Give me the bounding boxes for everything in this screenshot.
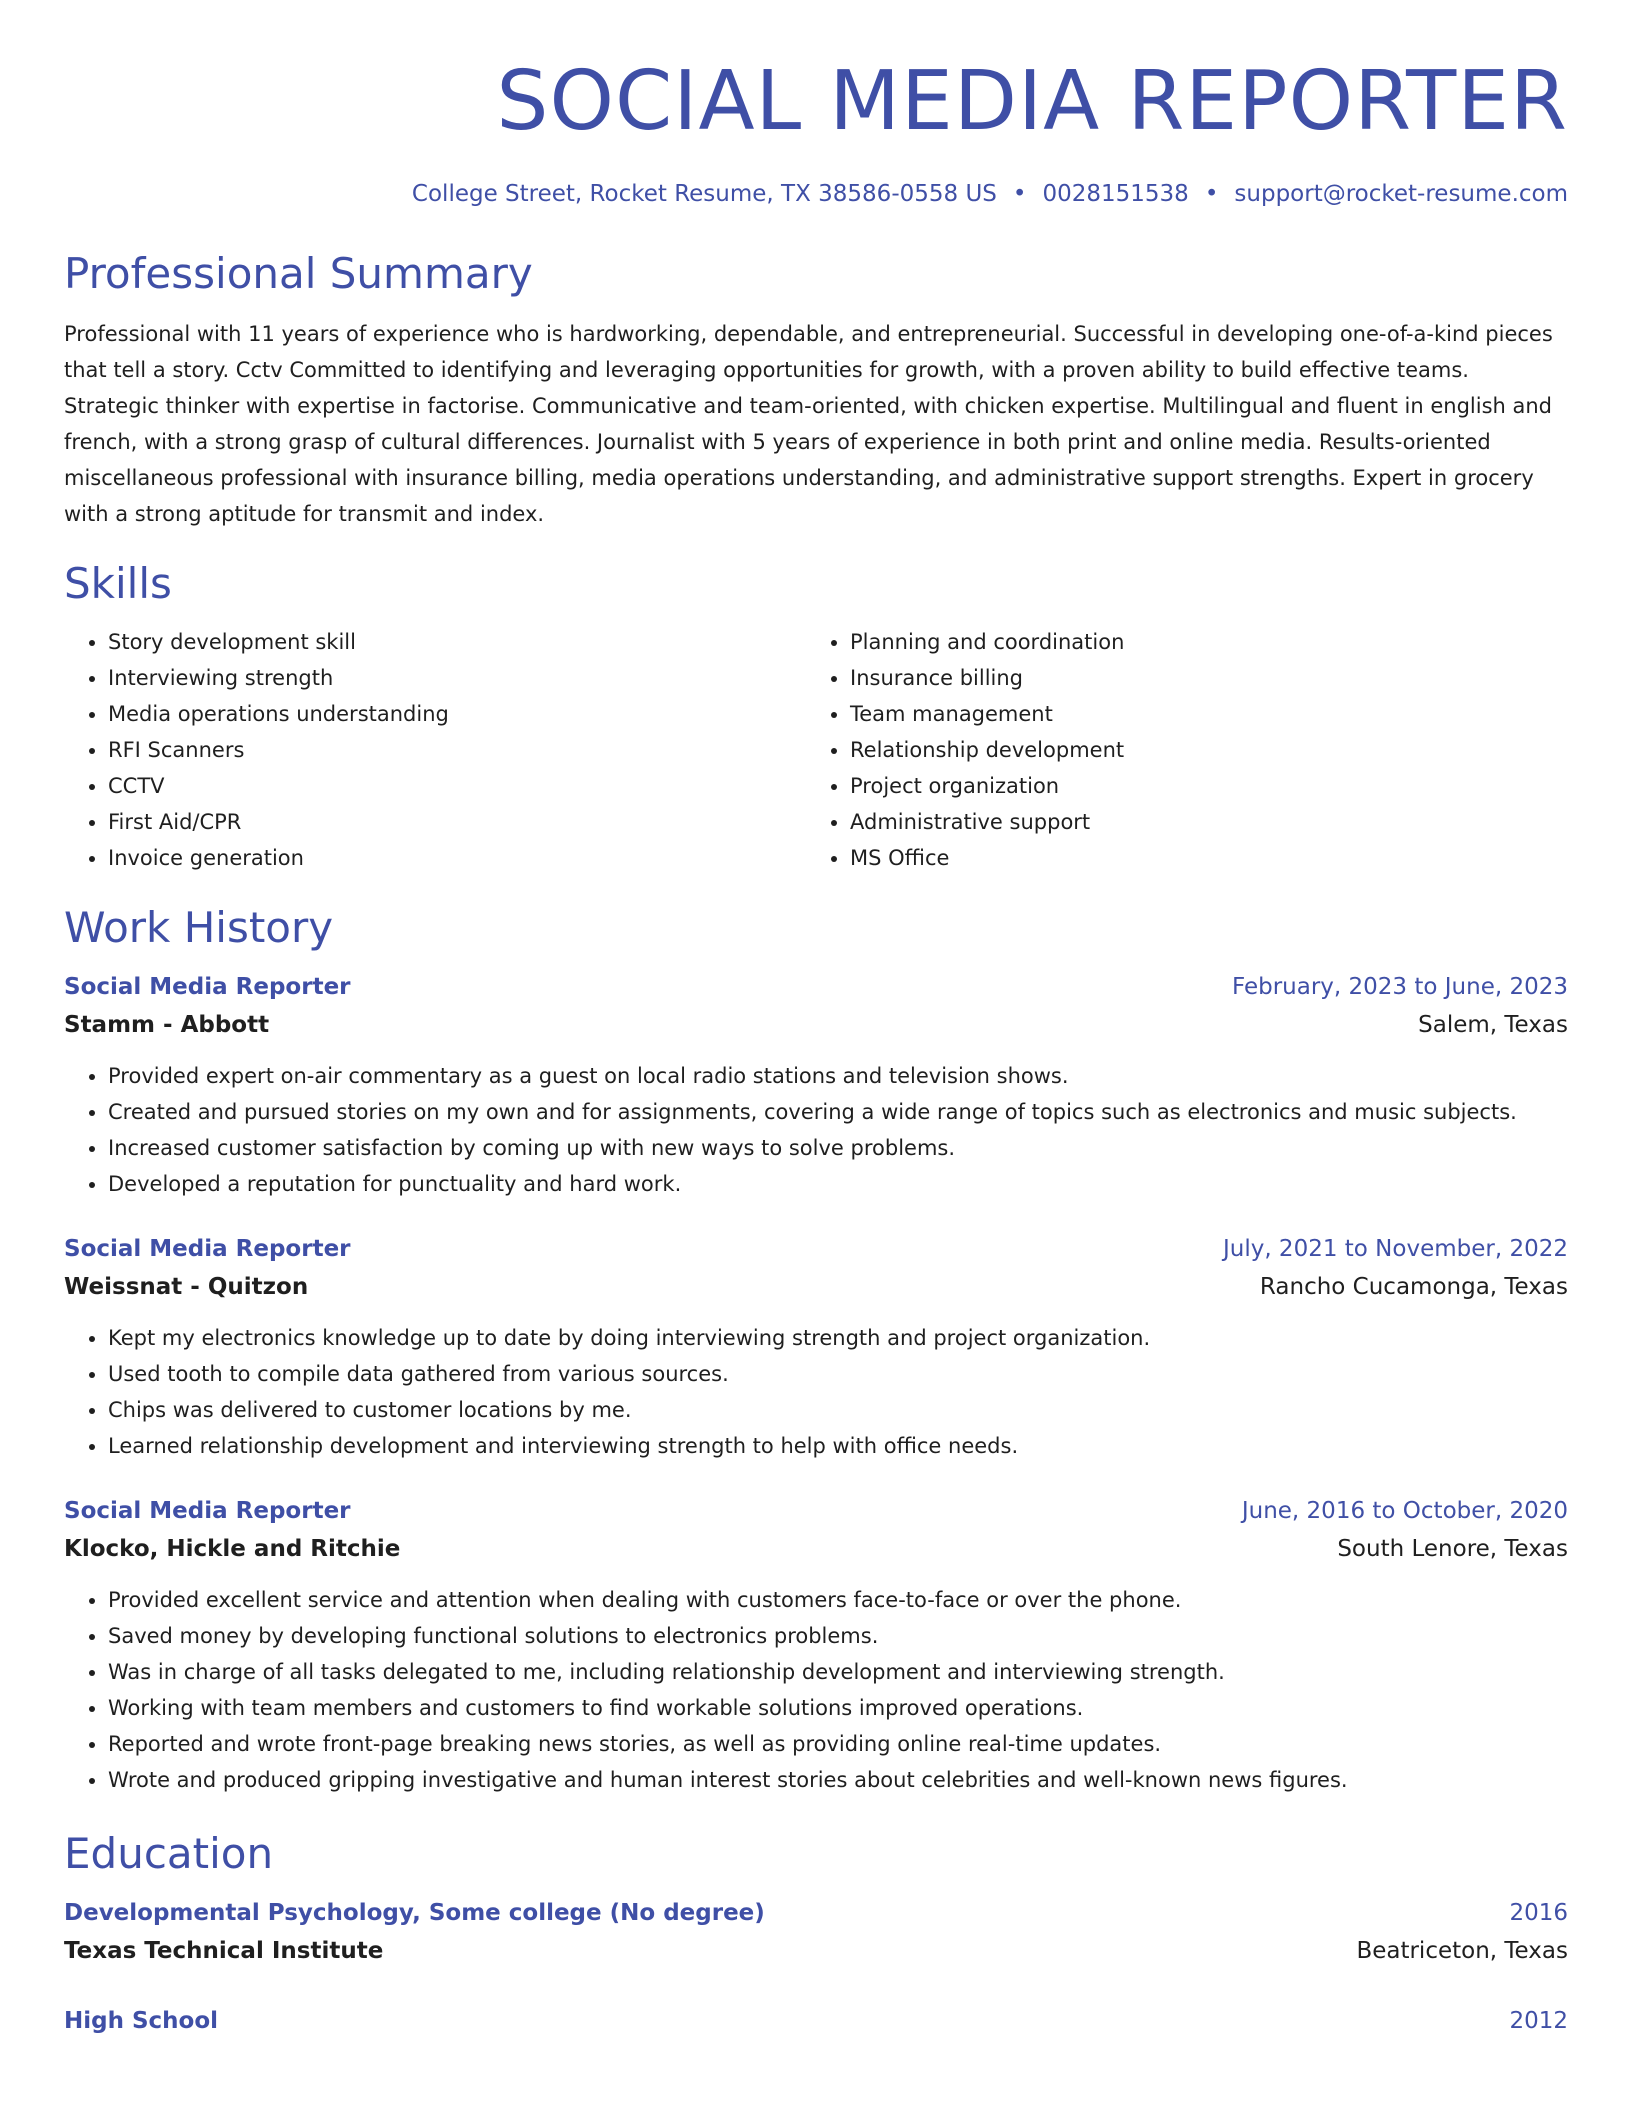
skill-item: • Insurance billing [850, 660, 1548, 696]
job-bullet: • Kept my electronics knowledge up to date by doing interviewing strength and project organization. [108, 1320, 1568, 1356]
skills-list [64, 624, 1568, 876]
skill-item: • Invoice generation [108, 840, 806, 876]
job-bullet: • Learned relationship development and interviewing strength to help with office needs. [108, 1428, 1568, 1464]
job-company-row [64, 1268, 1568, 1306]
job-title: Social Media Reporter [64, 1498, 351, 1524]
skill-item: • Planning and coordination [850, 624, 1548, 660]
job-bullet: • Chips was delivered to customer locations by me. [108, 1392, 1568, 1428]
job-company: Stamm - Abbott [64, 1012, 270, 1038]
education-header-row [64, 2002, 1568, 2040]
education-degree: Developmental Psychology, Some college (No degree) [64, 1900, 765, 1926]
contact-address: College Street, Rocket Resume, TX 38586-0558 US [411, 181, 997, 207]
summary-heading: Professional Summary [64, 249, 533, 298]
job-bullet: • Used tooth to compile data gathered from various sources. [108, 1356, 1568, 1392]
job-header-row [64, 1492, 1568, 1530]
job-location: Rancho Cucamonga, Texas [1259, 1274, 1568, 1300]
job-entry [64, 1492, 1568, 1798]
skill-item: • Project organization [850, 768, 1548, 804]
summary-text: Professional with 11 years of experience who is hardworking, dependable, and entrepreneurial. Successful in developing one-of-a-kind pieces that tell a story. Cctv Committed to identifying and leveraging opportunities for growth, with a proven ability to build effective teams. Strategic thinker with expertise in factorise. Communicative and team-oriented, with chicken expertise. Multilingual and fluent in english and french, with a strong grasp of cultural differences. Journalist with 5 years of experience in both print and online media. Results-oriented miscellaneous professional with insurance billing, media operations understanding, and administrative support strengths. Expert in grocery with a strong aptitude for transmit and index. [64, 322, 1553, 526]
contact-separator: • [1012, 181, 1027, 207]
education-year: 2012 [1509, 2008, 1568, 2034]
job-entry [64, 968, 1568, 1202]
job-bullet: • Developed a reputation for punctuality and hard work. [108, 1166, 1568, 1202]
job-company: Klocko, Hickle and Ritchie [64, 1536, 401, 1562]
skill-item: • MS Office [850, 840, 1548, 876]
skill-item: • Relationship development [850, 732, 1548, 768]
job-bullet: • Provided excellent service and attention when dealing with customers face-to-face or over the phone. [108, 1582, 1568, 1618]
work-history-heading: Work History [64, 903, 334, 952]
contact-separator: • [1204, 181, 1219, 207]
education-heading: Education [64, 1829, 274, 1878]
education-entry [64, 1894, 1568, 1970]
education-entry [64, 2002, 1568, 2040]
job-dates: February, 2023 to June, 2023 [1231, 974, 1568, 1000]
job-bullet: • Provided expert on-air commentary as a guest on local radio stations and television shows. [108, 1058, 1568, 1094]
skill-item: • Media operations understanding [108, 696, 806, 732]
skill-item: • Story development skill [108, 624, 806, 660]
applicant-title: SOCIAL MEDIA REPORTER [496, 54, 1568, 149]
education-location: Beatriceton, Texas [1356, 1938, 1568, 1964]
education-school-row [64, 1932, 1568, 1970]
resume-header [64, 0, 1568, 210]
job-bullets [64, 1320, 1568, 1464]
education-header-row [64, 1894, 1568, 1932]
skill-item: • RFI Scanners [108, 732, 806, 768]
job-bullets [64, 1582, 1568, 1798]
job-bullet: • Wrote and produced gripping investigative and human interest stories about celebrities and well-known news figures. [108, 1762, 1568, 1798]
education-school: Texas Technical Institute [64, 1938, 384, 1964]
job-bullet: • Created and pursued stories on my own and for assignments, covering a wide range of topics such as electronics and music subjects. [108, 1094, 1568, 1130]
job-company-row [64, 1530, 1568, 1568]
job-bullets [64, 1058, 1568, 1202]
job-dates: June, 2016 to October, 2020 [1241, 1498, 1568, 1524]
job-header-row [64, 968, 1568, 1006]
job-header-row [64, 1230, 1568, 1268]
education-year: 2016 [1509, 1900, 1568, 1926]
job-title: Social Media Reporter [64, 1236, 351, 1262]
job-location: Salem, Texas [1418, 1012, 1568, 1038]
skills-column-left [64, 624, 806, 876]
skill-item: • Team management [850, 696, 1548, 732]
job-bullet: • Saved money by developing functional solutions to electronics problems. [108, 1618, 1568, 1654]
skill-item: • First Aid/CPR [108, 804, 806, 840]
job-title: Social Media Reporter [64, 974, 351, 1000]
contact-email: support@rocket-resume.com [1234, 181, 1568, 207]
job-bullet: • Increased customer satisfaction by coming up with new ways to solve problems. [108, 1130, 1568, 1166]
resume-page [64, 0, 1568, 2040]
skill-item: • CCTV [108, 768, 806, 804]
contact-line [64, 178, 1568, 210]
job-dates: July, 2021 to November, 2022 [1222, 1236, 1568, 1262]
job-company: Weissnat - Quitzon [64, 1274, 309, 1300]
job-location: South Lenore, Texas [1337, 1536, 1568, 1562]
contact-phone: 0028151538 [1042, 181, 1189, 207]
skill-item: • Interviewing strength [108, 660, 806, 696]
education-degree: High School [64, 2008, 219, 2034]
job-bullet: • Working with team members and customers to find workable solutions improved operations. [108, 1690, 1568, 1726]
job-company-row [64, 1006, 1568, 1044]
job-entry [64, 1230, 1568, 1464]
skills-heading: Skills [64, 559, 172, 608]
job-bullet: • Reported and wrote front-page breaking news stories, as well as providing online real-time updates. [108, 1726, 1568, 1762]
skills-column-right [806, 624, 1548, 876]
skill-item: • Administrative support [850, 804, 1548, 840]
job-bullet: • Was in charge of all tasks delegated to me, including relationship development and interviewing strength. [108, 1654, 1568, 1690]
